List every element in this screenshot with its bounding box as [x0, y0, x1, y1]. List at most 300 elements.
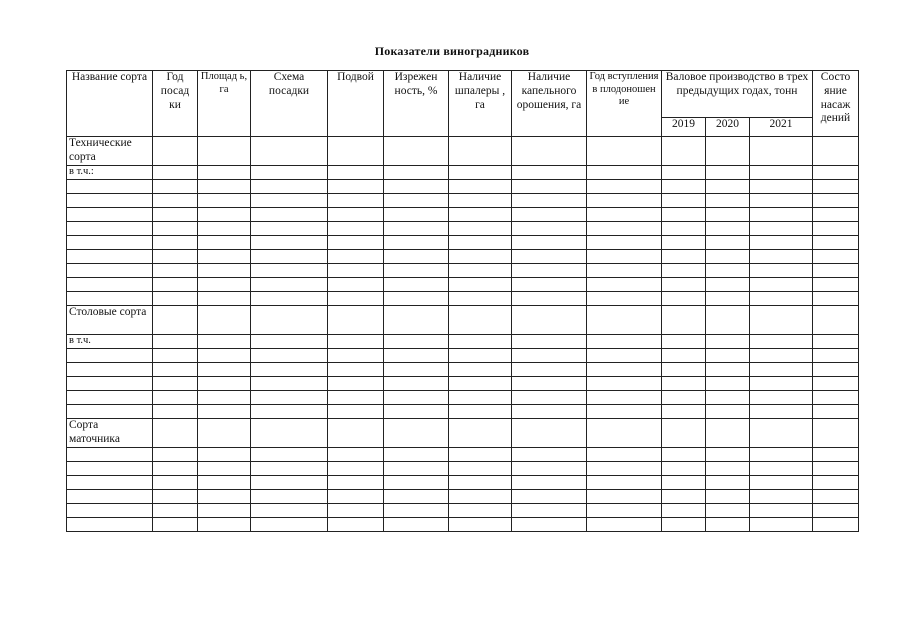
table-cell — [384, 349, 449, 363]
table-cell — [512, 335, 587, 349]
table-row — [67, 250, 859, 264]
table-cell — [198, 278, 251, 292]
table-cell — [153, 180, 198, 194]
table-cell — [813, 462, 859, 476]
table-cell — [328, 166, 384, 180]
table-cell — [449, 377, 512, 391]
table-row — [67, 476, 859, 490]
table-row — [67, 405, 859, 419]
table-cell — [662, 448, 706, 462]
table-cell — [153, 476, 198, 490]
table-cell — [750, 180, 813, 194]
table-cell — [512, 419, 587, 448]
table-cell — [67, 208, 153, 222]
table-cell — [198, 292, 251, 306]
table-cell — [67, 405, 153, 419]
table-cell — [813, 349, 859, 363]
table-row — [67, 377, 859, 391]
table-cell — [153, 349, 198, 363]
table-cell — [813, 306, 859, 335]
table-cell — [153, 448, 198, 462]
table-cell — [587, 377, 662, 391]
table-cell — [384, 180, 449, 194]
table-cell — [750, 391, 813, 405]
table-cell — [750, 292, 813, 306]
table-cell — [384, 335, 449, 349]
table-cell — [251, 208, 328, 222]
table-cell — [153, 250, 198, 264]
table-cell — [153, 137, 198, 166]
table-row — [67, 462, 859, 476]
section-subtitle: в т.ч.: — [67, 166, 153, 180]
table-cell — [153, 222, 198, 236]
table-cell — [512, 194, 587, 208]
table-row — [67, 222, 859, 236]
table-cell — [750, 377, 813, 391]
table-cell — [813, 335, 859, 349]
table-cell — [662, 250, 706, 264]
table-cell — [328, 250, 384, 264]
table-cell — [512, 137, 587, 166]
col-header-planting-year: Год посад ки — [153, 71, 198, 137]
section-subtitle — [67, 448, 153, 462]
table-cell — [662, 377, 706, 391]
table-cell — [251, 137, 328, 166]
table-cell — [587, 306, 662, 335]
table-cell — [198, 490, 251, 504]
table-cell — [512, 306, 587, 335]
table-cell — [384, 306, 449, 335]
table-cell — [198, 306, 251, 335]
table-cell — [662, 349, 706, 363]
table-cell — [153, 462, 198, 476]
table-cell — [449, 462, 512, 476]
section-title: Столовые сорта — [67, 306, 153, 335]
table-cell — [512, 448, 587, 462]
table-cell — [153, 306, 198, 335]
table-cell — [587, 250, 662, 264]
table-cell — [251, 405, 328, 419]
table-cell — [198, 377, 251, 391]
table-cell — [750, 194, 813, 208]
table-cell — [384, 278, 449, 292]
col-header-year-2020: 2020 — [706, 118, 750, 137]
table-cell — [813, 236, 859, 250]
table-cell — [750, 137, 813, 166]
table-cell — [153, 194, 198, 208]
table-cell — [512, 222, 587, 236]
table-cell — [587, 405, 662, 419]
table-cell — [706, 278, 750, 292]
table-cell — [328, 278, 384, 292]
table-cell — [706, 504, 750, 518]
page-title: Показатели виноградников — [374, 44, 530, 58]
table-cell — [662, 180, 706, 194]
table-cell — [512, 363, 587, 377]
table-cell — [328, 391, 384, 405]
table-cell — [251, 222, 328, 236]
table-cell — [662, 306, 706, 335]
table-cell — [67, 518, 153, 532]
table-cell — [384, 194, 449, 208]
table-cell — [706, 448, 750, 462]
table-cell — [328, 208, 384, 222]
col-header-drip-irrigation: Наличие капельного орошения, га — [512, 71, 587, 137]
table-cell — [512, 208, 587, 222]
table-cell — [251, 166, 328, 180]
table-cell — [706, 405, 750, 419]
table-cell — [750, 222, 813, 236]
col-header-rootstock: Подвой — [328, 71, 384, 137]
table-cell — [662, 504, 706, 518]
table-cell — [587, 166, 662, 180]
table-cell — [706, 236, 750, 250]
section-subtitle-row — [67, 335, 859, 349]
table-cell — [706, 222, 750, 236]
table-cell — [328, 264, 384, 278]
table-cell — [706, 335, 750, 349]
table-cell — [384, 137, 449, 166]
table-cell — [449, 419, 512, 448]
table-cell — [449, 236, 512, 250]
table-cell — [587, 476, 662, 490]
table-cell — [328, 335, 384, 349]
table-cell — [449, 476, 512, 490]
table-cell — [67, 194, 153, 208]
table-cell — [813, 419, 859, 448]
table-cell — [384, 419, 449, 448]
table-cell — [813, 363, 859, 377]
table-cell — [813, 278, 859, 292]
col-header-trellis: Наличие шпалеры , га — [449, 71, 512, 137]
table-cell — [587, 335, 662, 349]
table-cell — [662, 208, 706, 222]
table-cell — [198, 222, 251, 236]
table-cell — [251, 391, 328, 405]
table-cell — [153, 278, 198, 292]
table-cell — [813, 250, 859, 264]
table-cell — [813, 448, 859, 462]
table-cell — [153, 236, 198, 250]
section-row — [67, 137, 859, 166]
table-cell — [384, 518, 449, 532]
table-cell — [750, 518, 813, 532]
table-cell — [512, 405, 587, 419]
table-body — [67, 137, 859, 532]
table-cell — [750, 476, 813, 490]
table-cell — [750, 335, 813, 349]
table-cell — [587, 349, 662, 363]
table-cell — [67, 391, 153, 405]
table-cell — [449, 363, 512, 377]
table-cell — [449, 504, 512, 518]
table-cell — [328, 194, 384, 208]
col-header-name: Название сорта — [67, 71, 153, 137]
table-cell — [67, 264, 153, 278]
table-cell — [813, 292, 859, 306]
table-cell — [512, 504, 587, 518]
table-cell — [198, 448, 251, 462]
table-cell — [662, 462, 706, 476]
section-subtitle-row — [67, 448, 859, 462]
table-cell — [328, 476, 384, 490]
table-cell — [587, 363, 662, 377]
section-title: Сорта маточника — [67, 419, 153, 448]
table-cell — [587, 292, 662, 306]
table-row — [67, 363, 859, 377]
table-cell — [328, 222, 384, 236]
table-cell — [449, 405, 512, 419]
table-cell — [153, 335, 198, 349]
table-cell — [813, 208, 859, 222]
table-cell — [512, 490, 587, 504]
table-cell — [198, 137, 251, 166]
table-cell — [153, 405, 198, 419]
table-cell — [251, 377, 328, 391]
table-cell — [251, 194, 328, 208]
section-row — [67, 306, 859, 335]
table-cell — [67, 349, 153, 363]
table-cell — [662, 292, 706, 306]
table-cell — [328, 306, 384, 335]
table-cell — [67, 222, 153, 236]
table-cell — [813, 518, 859, 532]
table-row — [67, 349, 859, 363]
table-cell — [750, 490, 813, 504]
table-cell — [384, 490, 449, 504]
table-cell — [750, 236, 813, 250]
table-cell — [384, 363, 449, 377]
table-cell — [153, 208, 198, 222]
table-cell — [587, 278, 662, 292]
table-cell — [449, 391, 512, 405]
table-cell — [384, 250, 449, 264]
table-cell — [251, 476, 328, 490]
table-cell — [813, 377, 859, 391]
table-cell — [449, 490, 512, 504]
table-cell — [813, 391, 859, 405]
table-cell — [662, 391, 706, 405]
table-cell — [449, 208, 512, 222]
table-cell — [449, 194, 512, 208]
table-cell — [198, 504, 251, 518]
table-cell — [153, 363, 198, 377]
table-cell — [67, 476, 153, 490]
table-cell — [251, 448, 328, 462]
table-cell — [706, 462, 750, 476]
table-cell — [328, 462, 384, 476]
col-header-sparsity: Изрежен ность, % — [384, 71, 449, 137]
table-cell — [328, 490, 384, 504]
table-cell — [198, 264, 251, 278]
table-cell — [706, 306, 750, 335]
table-cell — [750, 448, 813, 462]
table-cell — [512, 292, 587, 306]
table-cell — [251, 490, 328, 504]
table-cell — [813, 194, 859, 208]
table-cell — [328, 363, 384, 377]
col-header-year-2021: 2021 — [750, 118, 813, 137]
table-cell — [67, 504, 153, 518]
table-cell — [587, 391, 662, 405]
table-cell — [512, 236, 587, 250]
table-cell — [67, 363, 153, 377]
table-cell — [813, 222, 859, 236]
col-header-year-2019: 2019 — [662, 118, 706, 137]
table-cell — [662, 166, 706, 180]
table-cell — [750, 306, 813, 335]
table-cell — [512, 391, 587, 405]
table-cell — [587, 419, 662, 448]
table-cell — [449, 335, 512, 349]
col-header-planting-scheme: Схема посадки — [251, 71, 328, 137]
table-cell — [706, 292, 750, 306]
section-subtitle-row — [67, 166, 859, 180]
section-title: Технические сорта — [67, 137, 153, 166]
table-cell — [512, 462, 587, 476]
table-cell — [67, 377, 153, 391]
vineyard-indicators-table — [66, 70, 859, 532]
table-cell — [384, 292, 449, 306]
table-cell — [813, 405, 859, 419]
table-cell — [750, 166, 813, 180]
table-cell — [449, 349, 512, 363]
table-cell — [384, 166, 449, 180]
table-cell — [251, 278, 328, 292]
table-cell — [384, 377, 449, 391]
table-cell — [198, 349, 251, 363]
table-cell — [706, 137, 750, 166]
table-cell — [384, 476, 449, 490]
table-cell — [449, 137, 512, 166]
table-cell — [449, 278, 512, 292]
table-cell — [384, 462, 449, 476]
table-cell — [587, 180, 662, 194]
table-cell — [67, 250, 153, 264]
table-cell — [328, 448, 384, 462]
table-cell — [587, 490, 662, 504]
table-cell — [198, 391, 251, 405]
table-row — [67, 490, 859, 504]
table-cell — [662, 264, 706, 278]
table-cell — [251, 462, 328, 476]
table-cell — [449, 264, 512, 278]
table-row — [67, 264, 859, 278]
table-cell — [251, 306, 328, 335]
table-cell — [384, 264, 449, 278]
table-cell — [813, 504, 859, 518]
table-cell — [251, 504, 328, 518]
table-cell — [813, 166, 859, 180]
table-cell — [153, 518, 198, 532]
table-cell — [813, 137, 859, 166]
table-cell — [384, 236, 449, 250]
table-cell — [587, 264, 662, 278]
table-cell — [198, 250, 251, 264]
table-cell — [706, 377, 750, 391]
table-row — [67, 504, 859, 518]
table-cell — [384, 448, 449, 462]
table-cell — [750, 405, 813, 419]
table-cell — [706, 180, 750, 194]
table-cell — [662, 278, 706, 292]
table-cell — [251, 250, 328, 264]
table-cell — [512, 264, 587, 278]
table-cell — [153, 292, 198, 306]
table-cell — [384, 504, 449, 518]
table-cell — [662, 137, 706, 166]
table-cell — [328, 419, 384, 448]
table-cell — [328, 518, 384, 532]
table-cell — [587, 137, 662, 166]
table-cell — [384, 405, 449, 419]
col-header-plantation-state: Состо яние насаж дений — [813, 71, 859, 137]
table-cell — [750, 504, 813, 518]
table-cell — [512, 166, 587, 180]
table-cell — [449, 180, 512, 194]
table-cell — [706, 194, 750, 208]
table-cell — [449, 306, 512, 335]
table-cell — [706, 363, 750, 377]
table-cell — [198, 236, 251, 250]
table-cell — [750, 208, 813, 222]
table-row — [67, 518, 859, 532]
table-cell — [662, 476, 706, 490]
table-cell — [328, 137, 384, 166]
table-cell — [750, 419, 813, 448]
table-cell — [662, 490, 706, 504]
table-cell — [813, 490, 859, 504]
table-cell — [198, 363, 251, 377]
table-cell — [587, 236, 662, 250]
table-cell — [449, 222, 512, 236]
table-cell — [198, 194, 251, 208]
table-cell — [328, 292, 384, 306]
col-header-fruiting-year: Год вступления в плодоношен ие — [587, 71, 662, 137]
table-cell — [587, 462, 662, 476]
table-cell — [750, 264, 813, 278]
table-cell — [198, 335, 251, 349]
table-cell — [512, 377, 587, 391]
table-cell — [706, 518, 750, 532]
col-header-area: Площад ь, га — [198, 71, 251, 137]
table-cell — [706, 250, 750, 264]
table-cell — [750, 462, 813, 476]
table-cell — [251, 236, 328, 250]
table-cell — [750, 250, 813, 264]
table-row — [67, 194, 859, 208]
table-row — [67, 391, 859, 405]
table-cell — [662, 363, 706, 377]
table-row — [67, 278, 859, 292]
table-cell — [706, 264, 750, 278]
table-cell — [449, 448, 512, 462]
table-cell — [198, 208, 251, 222]
table-cell — [67, 292, 153, 306]
table-cell — [153, 391, 198, 405]
table-row — [67, 180, 859, 194]
table-cell — [153, 377, 198, 391]
table-cell — [512, 476, 587, 490]
table-cell — [662, 194, 706, 208]
table-row — [67, 236, 859, 250]
table-cell — [449, 250, 512, 264]
table-cell — [251, 180, 328, 194]
table-cell — [67, 236, 153, 250]
table-cell — [198, 419, 251, 448]
table-cell — [384, 391, 449, 405]
table-cell — [706, 419, 750, 448]
